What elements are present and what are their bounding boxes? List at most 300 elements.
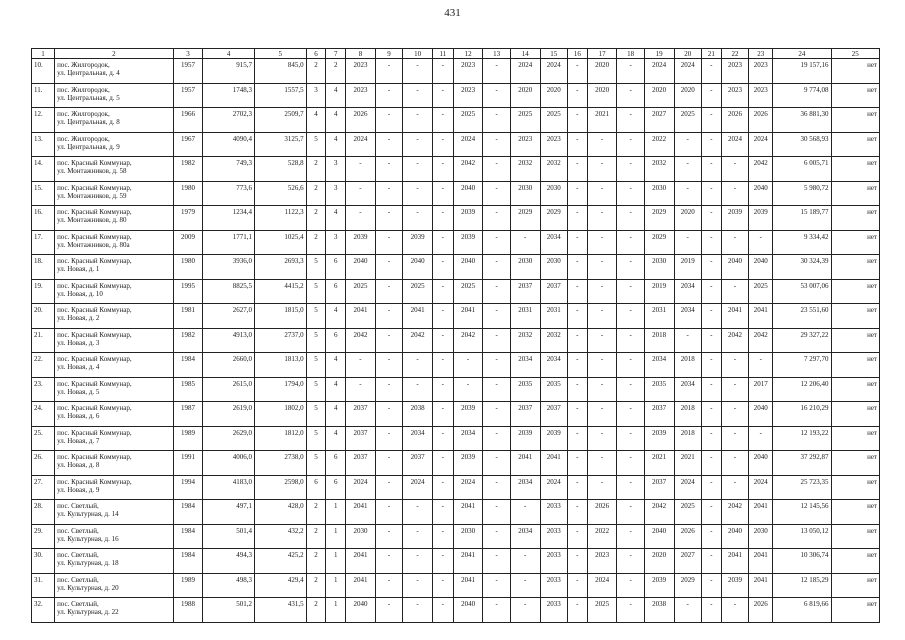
cell-col-22: 2023 [721,83,748,108]
cell-col-21: - [701,157,721,182]
cell-col-8: 2041 [346,304,376,329]
cell-col-22: 2023 [721,59,748,84]
cell-col-5: 526,6 [254,181,306,206]
column-number: 13 [483,49,510,59]
cell-col-15: 2023 [540,132,567,157]
cell-col-11: - [432,132,453,157]
cell-col-11: - [432,83,453,108]
cell-col-19: 2031 [644,304,674,329]
cell-col-8: - [346,157,376,182]
cell-col-23: 2040 [749,255,773,280]
cell-col-21: - [701,353,721,378]
address-cell [55,524,174,549]
address-settlement: пос. Жилгородок, [57,134,110,143]
cell-col-13: - [483,83,510,108]
cell-col-3: 1957 [173,59,203,84]
cell-col-22: 2041 [721,549,748,574]
cell-col-5: 1802,0 [254,402,306,427]
table-row [32,279,880,304]
cell-col-17: 2024 [587,573,617,598]
cell-col-13: - [483,181,510,206]
cell-col-23: 2023 [749,83,773,108]
table-row [32,181,880,206]
cell-col-21: - [701,500,721,525]
table-row [32,230,880,255]
cell-col-25: нет [831,426,879,451]
cell-col-17: - [587,402,617,427]
cell-col-14: 2023 [510,132,540,157]
cell-col-18: - [617,353,644,378]
cell-col-20: 2018 [674,353,701,378]
cell-col-21: - [701,255,721,280]
cell-col-25: нет [831,377,879,402]
cell-col-20: 2034 [674,279,701,304]
address-cell [55,573,174,598]
cell-col-12: 2041 [453,500,483,525]
page-number: 431 [444,7,461,19]
cell-col-18: - [617,279,644,304]
cell-col-21: - [701,108,721,133]
address-cell [55,132,174,157]
address-settlement: пос. Красный Коммунар, [57,379,132,388]
cell-col-14: 2025 [510,108,540,133]
cell-col-14: 2035 [510,377,540,402]
cell-col-15: 2032 [540,328,567,353]
cell-col-25: нет [831,328,879,353]
cell-col-13: - [483,524,510,549]
cell-col-25: нет [831,549,879,574]
cell-col-12: 2039 [453,402,483,427]
cell-col-7: 4 [326,206,346,231]
cell-col-10: - [403,353,433,378]
cell-col-24: 36 881,30 [773,108,831,133]
cell-col-8: 2037 [346,451,376,476]
cell-col-23: 2024 [749,475,773,500]
address-street: ул. Монтажников, д. 80 [57,216,127,224]
cell-col-18: - [617,157,644,182]
cell-col-3: 1967 [173,132,203,157]
cell-col-7: 6 [326,279,346,304]
cell-col-22: 2040 [721,255,748,280]
cell-col-14: - [510,500,540,525]
cell-col-13: - [483,59,510,84]
cell-col-8: 2037 [346,426,376,451]
cell-col-10: 2034 [403,426,433,451]
cell-col-10: - [403,598,433,623]
cell-col-8: 2023 [346,83,376,108]
address-cell [55,353,174,378]
cell-col-6: 2 [306,524,326,549]
cell-col-13: - [483,549,510,574]
address-cell [55,255,174,280]
cell-col-21: - [701,132,721,157]
cell-col-25: нет [831,573,879,598]
address-street: ул. Центральная, д. 4 [57,69,120,77]
cell-col-16: - [567,108,587,133]
row-number: 13. [32,132,55,157]
cell-col-7: 4 [326,132,346,157]
cell-col-25: нет [831,157,879,182]
cell-col-25: нет [831,230,879,255]
address-cell [55,108,174,133]
cell-col-18: - [617,475,644,500]
address-settlement: пос. Красный Коммунар, [57,208,132,216]
cell-col-15: 2030 [540,255,567,280]
cell-col-20: 2018 [674,402,701,427]
address-settlement: пос. Красный Коммунар, [57,355,132,363]
cell-col-22: 2041 [721,304,748,329]
column-number: 25 [831,49,879,59]
table-row [32,524,880,549]
cell-col-13: - [483,108,510,133]
cell-col-9: - [375,353,402,378]
cell-col-17: - [587,255,617,280]
cell-col-19: 2018 [644,328,674,353]
cell-col-24: 9 334,42 [773,230,831,255]
address-cell [55,328,174,353]
table-row [32,353,880,378]
cell-col-4: 2702,3 [203,108,255,133]
cell-col-14: 2024 [510,59,540,84]
cell-col-23: 2041 [749,500,773,525]
cell-col-16: - [567,181,587,206]
cell-col-17: - [587,132,617,157]
cell-col-6: 6 [306,475,326,500]
cell-col-22: 2042 [721,328,748,353]
address-settlement: пос. Красный Коммунар, [57,183,132,192]
cell-col-22: - [721,402,748,427]
cell-col-12: 2042 [453,328,483,353]
cell-col-13: - [483,230,510,255]
cell-col-11: - [432,451,453,476]
cell-col-11: - [432,353,453,378]
cell-col-23: 2023 [749,59,773,84]
cell-col-18: - [617,83,644,108]
table-row [32,255,880,280]
cell-col-12: 2040 [453,255,483,280]
cell-col-13: - [483,426,510,451]
column-number: 18 [617,49,644,59]
address-cell [55,426,174,451]
cell-col-3: 1995 [173,279,203,304]
cell-col-10: 2024 [403,475,433,500]
cell-col-10: - [403,157,433,182]
cell-col-6: 2 [306,181,326,206]
cell-col-8: - [346,206,376,231]
cell-col-14: 2031 [510,304,540,329]
table-row [32,500,880,525]
cell-col-19: 2035 [644,377,674,402]
cell-col-13: - [483,402,510,427]
cell-col-11: - [432,549,453,574]
cell-col-12: 2024 [453,475,483,500]
table-row [32,59,880,84]
cell-col-15: 2035 [540,377,567,402]
cell-col-22: 2042 [721,500,748,525]
cell-col-22: 2040 [721,524,748,549]
table-row [32,108,880,133]
column-number: 1 [32,49,55,59]
cell-col-7: 4 [326,377,346,402]
address-street: ул. Монтажников, д. 58 [57,167,127,175]
cell-col-22: - [721,426,748,451]
cell-col-15: 2031 [540,304,567,329]
cell-col-16: - [567,573,587,598]
address-street: ул. Новая, д. 1 [57,265,100,273]
table-row [32,377,880,402]
cell-col-6: 5 [306,402,326,427]
cell-col-17: - [587,181,617,206]
cell-col-20: - [674,328,701,353]
cell-col-16: - [567,83,587,108]
cell-col-7: 1 [326,573,346,598]
cell-col-6: 3 [306,83,326,108]
cell-col-13: - [483,304,510,329]
cell-col-9: - [375,500,402,525]
cell-col-24: 23 551,60 [773,304,831,329]
cell-col-6: 5 [306,328,326,353]
cell-col-14: 2030 [510,181,540,206]
cell-col-21: - [701,230,721,255]
cell-col-4: 773,6 [203,181,255,206]
cell-col-25: нет [831,206,879,231]
cell-col-18: - [617,451,644,476]
cell-col-6: 5 [306,279,326,304]
cell-col-7: 6 [326,451,346,476]
cell-col-14: 2020 [510,83,540,108]
cell-col-20: - [674,598,701,623]
cell-col-3: 1984 [173,353,203,378]
address-cell [55,83,174,108]
cell-col-14: 2034 [510,524,540,549]
column-number: 10 [403,49,433,59]
cell-col-19: 2038 [644,598,674,623]
cell-col-12: 2025 [453,279,483,304]
cell-col-12: 2023 [453,59,483,84]
cell-col-16: - [567,402,587,427]
row-number: 23. [32,377,55,402]
cell-col-3: 1966 [173,108,203,133]
cell-col-5: 528,8 [254,157,306,182]
cell-col-3: 1982 [173,328,203,353]
address-settlement: пос. Жилгородок, [57,61,110,69]
cell-col-8: 2026 [346,108,376,133]
cell-col-6: 2 [306,157,326,182]
cell-col-8: - [346,377,376,402]
cell-col-17: 2022 [587,524,617,549]
cell-col-16: - [567,475,587,500]
cell-col-16: - [567,255,587,280]
cell-col-24: 12 206,40 [773,377,831,402]
cell-col-9: - [375,524,402,549]
address-settlement: пос. Светлый, [57,502,99,510]
cell-col-10: - [403,108,433,133]
address-street: ул. Монтажников, д. 80а [57,240,130,249]
cell-col-17: - [587,451,617,476]
cell-col-25: нет [831,475,879,500]
cell-col-13: - [483,451,510,476]
cell-col-7: 6 [326,255,346,280]
cell-col-22: - [721,353,748,378]
cell-col-8: 2041 [346,500,376,525]
row-number: 25. [32,426,55,451]
cell-col-20: - [674,181,701,206]
row-number: 15. [32,181,55,206]
cell-col-21: - [701,377,721,402]
address-cell [55,206,174,231]
cell-col-17: 2025 [587,598,617,623]
table-row [32,573,880,598]
cell-col-17: - [587,475,617,500]
cell-col-6: 5 [306,255,326,280]
cell-col-25: нет [831,279,879,304]
cell-col-23: 2026 [749,108,773,133]
cell-col-5: 1815,0 [254,304,306,329]
cell-col-4: 3936,0 [203,255,255,280]
cell-col-17: - [587,206,617,231]
cell-col-6: 5 [306,304,326,329]
cell-col-7: 1 [326,549,346,574]
table-row [32,402,880,427]
cell-col-18: - [617,255,644,280]
address-street: ул. Центральная, д. 8 [57,118,120,126]
address-cell [55,451,174,476]
cell-col-4: 1234,4 [203,206,255,231]
cell-col-24: 53 007,06 [773,279,831,304]
address-settlement: пос. Светлый, [57,575,99,584]
cell-col-15: 2024 [540,59,567,84]
address-cell [55,377,174,402]
cell-col-18: - [617,59,644,84]
cell-col-17: 2021 [587,108,617,133]
row-number: 31. [32,573,55,598]
cell-col-23: 2042 [749,157,773,182]
cell-col-18: - [617,573,644,598]
cell-col-12: 2039 [453,451,483,476]
cell-col-3: 1982 [173,157,203,182]
cell-col-5: 432,2 [254,524,306,549]
cell-col-5: 1122,3 [254,206,306,231]
row-number: 11. [32,83,55,108]
cell-col-9: - [375,108,402,133]
table-row [32,157,880,182]
cell-col-23: 2024 [749,132,773,157]
cell-col-24: 9 774,08 [773,83,831,108]
cell-col-9: - [375,132,402,157]
cell-col-16: - [567,328,587,353]
cell-col-18: - [617,206,644,231]
cell-col-18: - [617,500,644,525]
cell-col-18: - [617,549,644,574]
address-street: ул. Новая, д. 4 [57,363,100,371]
cell-col-14: 2030 [510,255,540,280]
address-street: ул. Новая, д. 8 [57,461,100,469]
cell-col-3: 1957 [173,83,203,108]
cell-col-19: 2022 [644,132,674,157]
cell-col-21: - [701,573,721,598]
row-number: 29. [32,524,55,549]
cell-col-4: 1748,3 [203,83,255,108]
cell-col-24: 12 185,29 [773,573,831,598]
cell-col-18: - [617,598,644,623]
cell-col-24: 16 210,29 [773,402,831,427]
address-cell [55,181,174,206]
cell-col-11: - [432,402,453,427]
column-number: 5 [254,49,306,59]
row-number: 22. [32,353,55,378]
cell-col-4: 4090,4 [203,132,255,157]
cell-col-17: 2023 [587,549,617,574]
cell-col-9: - [375,304,402,329]
cell-col-24: 15 189,77 [773,206,831,231]
cell-col-21: - [701,598,721,623]
cell-col-5: 1025,4 [254,230,306,255]
cell-col-6: 5 [306,353,326,378]
cell-col-5: 845,0 [254,59,306,84]
cell-col-13: - [483,328,510,353]
cell-col-22: 2024 [721,132,748,157]
cell-col-19: 2030 [644,181,674,206]
cell-col-24: 10 306,74 [773,549,831,574]
cell-col-16: - [567,524,587,549]
cell-col-23: 2041 [749,573,773,598]
cell-col-18: - [617,181,644,206]
cell-col-16: - [567,598,587,623]
cell-col-16: - [567,157,587,182]
column-number: 16 [567,49,587,59]
cell-col-8: 2030 [346,524,376,549]
address-cell [55,402,174,427]
address-settlement: пос. Красный Коммунар, [57,232,132,241]
cell-col-10: - [403,181,433,206]
cell-col-21: - [701,549,721,574]
table-row [32,598,880,623]
address-settlement: пос. Красный Коммунар, [57,477,132,486]
cell-col-8: 2041 [346,549,376,574]
cell-col-3: 1980 [173,255,203,280]
cell-col-22: - [721,598,748,623]
cell-col-10: 2038 [403,402,433,427]
cell-col-14: 2039 [510,426,540,451]
cell-col-4: 8825,5 [203,279,255,304]
cell-col-11: - [432,206,453,231]
cell-col-18: - [617,230,644,255]
cell-col-18: - [617,426,644,451]
cell-col-22: - [721,475,748,500]
cell-col-19: 2039 [644,573,674,598]
cell-col-20: 2027 [674,549,701,574]
cell-col-9: - [375,402,402,427]
cell-col-16: - [567,377,587,402]
cell-col-7: 6 [326,475,346,500]
table-row [32,549,880,574]
cell-col-17: - [587,426,617,451]
cell-col-16: - [567,549,587,574]
cell-col-4: 1771,1 [203,230,255,255]
column-number-header [32,49,880,59]
column-number: 20 [674,49,701,59]
cell-col-15: 2034 [540,353,567,378]
cell-col-14: - [510,573,540,598]
cell-col-19: 2027 [644,108,674,133]
address-settlement: пос. Светлый, [57,551,99,559]
cell-col-23: - [749,230,773,255]
cell-col-6: 5 [306,426,326,451]
cell-col-13: - [483,598,510,623]
cell-col-13: - [483,377,510,402]
cell-col-18: - [617,328,644,353]
cell-col-19: 2020 [644,549,674,574]
